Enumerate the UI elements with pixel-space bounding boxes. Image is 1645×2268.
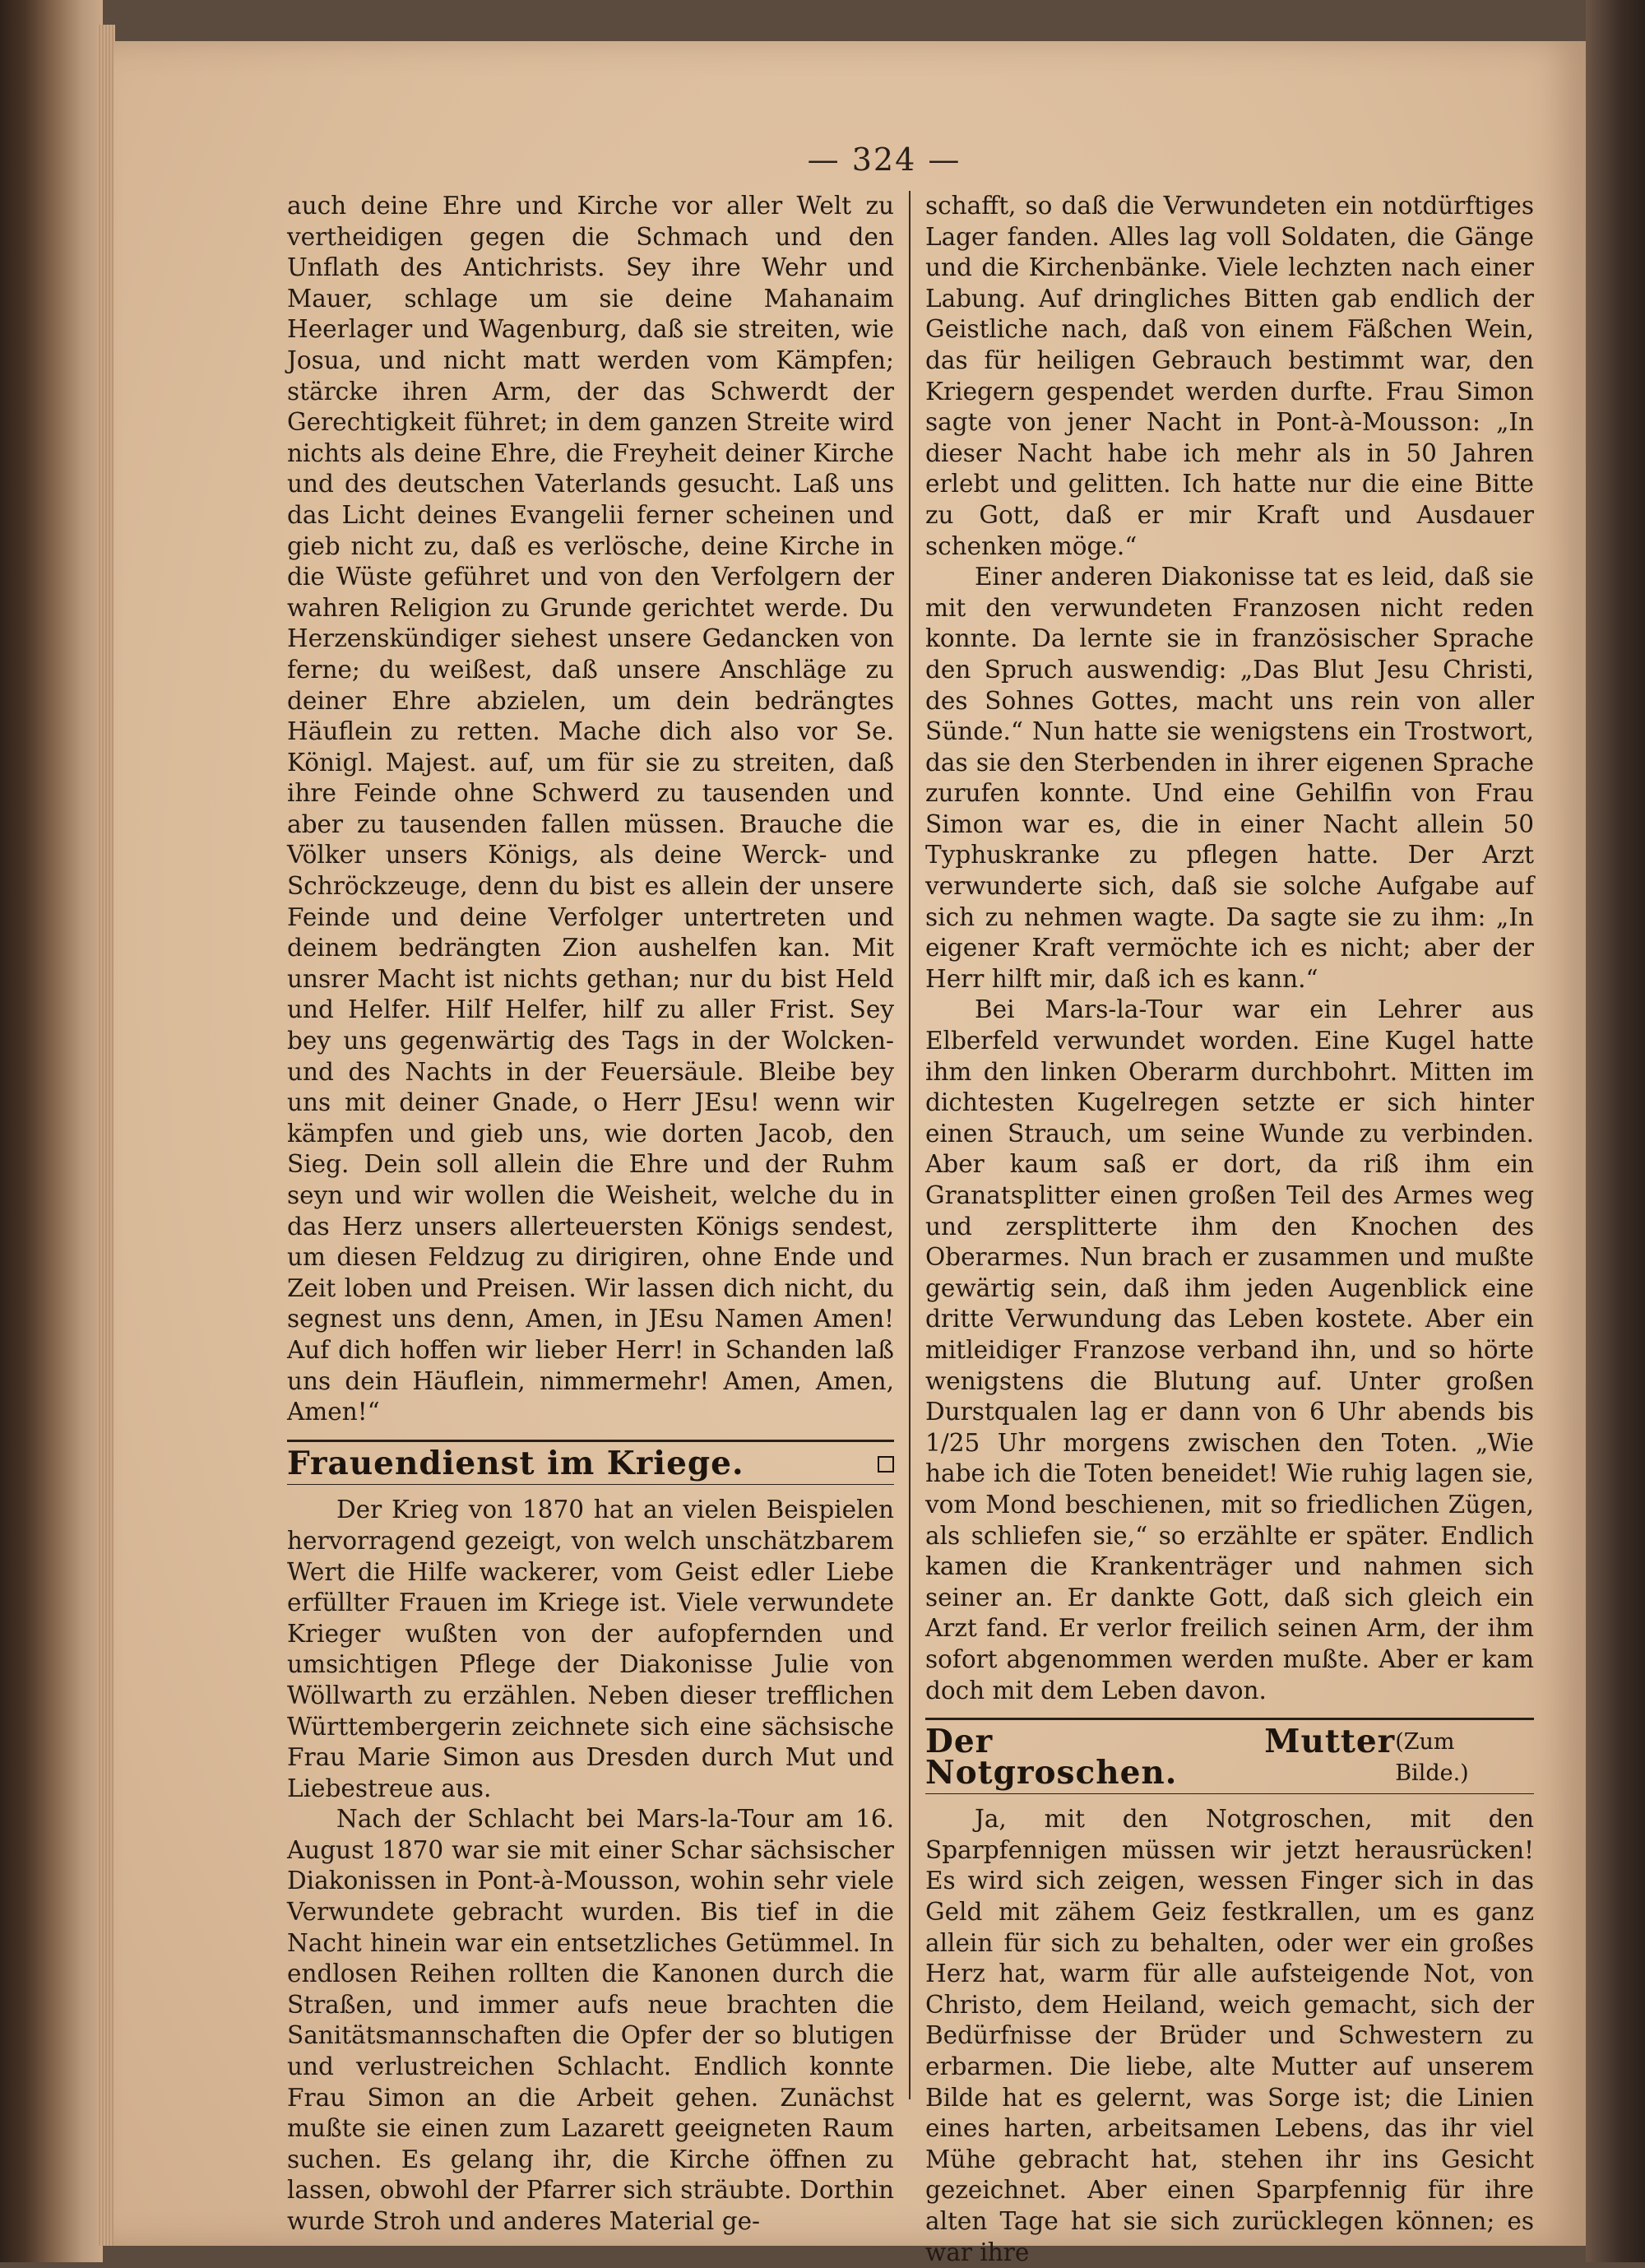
next-page-edge (1586, 0, 1645, 2262)
paragraph: Bei Mars-la-Tour war ein Lehrer aus Elberfeld verwundet worden. Eine Kugel hatte ihm den linken Oberarm durchbohrt. Mitten im dichtesten Kugelregen setzte er sich hinter einen Strauch, um seine Wunde zu verbinden. Aber kaum saß er dort, da riß ihm ein Granatsplitter einen großen Teil des Armes weg und zersplitterte ihm den Knochen des Oberarmes. Nun brach er zusammen und mußte gewärtig sein, daß ihm jeden Augenblick eine dritte Verwundung das Leben kostete. Aber ein mitleidiger Franzose verband ihn, und so hörte wenigstens die Blutung auf. Unter großen Durstqualen lag er dann von 6 Uhr abends bis 1/25 Uhr morgens zwischen den Toten. „Wie habe ich die Toten beneidet! Wie ruhig lagen sie, vom Mond beschienen, mit so friedlichen Zügen, als schliefen sie,“ so erzählte er später. Endlich kamen die Krankenträger und nahmen sich seiner an. Er dankte Gott, daß sich gleich ein Arzt fand. Er verlor freilich seinen Arm, der ihm sofort abgenommen werden mußte. Aber er kam doch mit dem Leben davon. (925, 995, 1534, 1704)
heading-title: Der Mutter Notgroschen. (925, 1723, 1396, 1792)
page-number: — 324 — (807, 141, 962, 178)
section-heading-frauendienst (287, 1440, 894, 1486)
right-column (925, 191, 1534, 2268)
section-heading-notgroschen (925, 1718, 1534, 1794)
square-ornament-icon (878, 1456, 894, 1473)
page-stack-edge (97, 25, 115, 2246)
paragraph: Nach der Schlacht bei Mars-la-Tour am 16. August 1870 war sie mit einer Schar sächsischer Diakonissen in Pont-à-Mousson, wohin sehr viele Verwundete gebracht wurden. Bis tief in die Nacht hinein war ein entsetzliches Getümmel. In endlosen Reihen rollten die Kanonen durch die Straßen, und immer aufs neue brachten die Sanitätsmannschaften die Opfer der so blutigen und verlustreichen Schlacht. Endlich konnte Frau Simon an die Arbeit gehen. Zunächst mußte sie einen zum Lazarett geeigneten Raum suchen. Es gelang ihr, die Kirche öffnen zu lassen, obwohl der Pfarrer sich sträubte. Dorthin wurde Stroh und anderes Material ge- (287, 1805, 894, 2235)
left-column (287, 191, 894, 2238)
prayer-continuation: auch deine Ehre und Kirche vor aller Welt zu vertheidigen gegen die Schmach und den Unflath des Antichrists. Sey ihre Wehr und Mauer, schlage um sie deine Mahanaim Heerlager und Wagenburg, daß sie streiten, wie Josua, und nicht matt werden vom Kämpfen; stärcke ihren Arm, der das Schwerdt der Gerechtigkeit führet; in dem ganzen Streite wird nichts als deine Ehre, die Freyheit deiner Kirche und des deutschen Vaterlands gesucht. Laß uns das Licht deines Evangelii ferner scheinen und gieb nicht zu, daß es verlösche, deine Kirche in die Wüste geführet und von den Verfolgern der wahren Religion zu Grunde gerichtet werde. Du Herzenskündiger siehest unsere Gedancken von ferne; du weißest, daß unsere Anschläge zu deiner Ehre abzielen, um dein bedrängtes Häuflein zu retten. Mache dich also vor Se. Königl. Majest. auf, um für sie zu streiten, daß ihre Feinde ohne Schwerd zu tausenden und aber zu tausenden fallen müssen. Brauche die Völker unsers Königs, als deine Werck- und Schröckzeuge, denn du bist es allein der unsere Feinde und deine Verfolger untertreten und deinem bedrängten Zion aushelfen kan. Mit unsrer Macht ist nichts gethan; nur du bist Held und Helfer. Hilf Helfer, hilf zu aller Frist. Sey bey uns gegenwärtig des Tags in der Wolcken- und des Nachts in der Feuersäule. Bleibe bey uns mit deiner Gnade, o Herr JEsu! wenn wir kämpfen und gieb uns, wie dorten Jacob, den Sieg. Dein soll allein die Ehre und der Ruhm seyn und wir wollen die Weisheit, welche du in das Herz unsers allerteuersten Königs sendest, um diesen Feldzug zu dirigiren, ohne Ende und Zeit loben und Preisen. Wir lassen dich nicht, du segnest uns denn, Amen, in JEsu Namen Amen! Auf dich hoffen wir lieber Herr! in Schanden laß uns dein Häuflein, nimmermehr! Amen, Amen, Amen!“ (287, 192, 894, 1426)
paragraph: Ja, mit den Notgroschen, mit den Sparpfennigen müssen wir jetzt herausrücken! Es wird sich zeigen, wessen Finger sich in das Geld mit zähem Geiz festkrallen, um es ganz allein für sich zu behalten, oder wer ein großes Herz hat, warm für alle aufsteigende Not, von Christo, dem Heiland, weich gemacht, sich der Bedürfnisse der Brüder und Schwestern zu erbarmen. Die liebe, alte Mutter auf unserem Bilde hat es gelernt, was Sorge ist; die Linien eines harten, arbeitsamen Lebens, das ihr viel Mühe gebracht hat, stehen ihr ins Gesicht gezeichnet. Aber einen Sparpfennig für ihre alten Tage hat sie sich zurücklegen können; es war ihre (925, 1805, 1534, 2266)
story-continuation: schafft, so daß die Verwundeten ein notdürftiges Lager fanden. Alles lag voll Soldaten, die Gänge und die Kirchenbänke. Viele lechzten nach einer Labung. Auf dringliches Bitten gab endlich der Geistliche nach, daß von einem Fäßchen Wein, das für heiligen Gebrauch bestimmt war, den Kriegern gespendet werden durfte. Frau Simon sagte von jener Nacht in Pont-à-Mousson: „In dieser Nacht habe ich mehr als in 50 Jahren erlebt und gelitten. Ich hatte nur die eine Bitte zu Gott, daß er mir Kraft und Ausdauer schenken möge.“ (925, 192, 1534, 560)
heading-note: (Zum Bilde.) (1395, 1729, 1469, 1786)
column-divider (909, 191, 911, 2099)
paragraph: Der Krieg von 1870 hat an vielen Beispielen hervorragend gezeigt, von welch unschätzbarem Wert die Hilfe wackerer, vom Geist edler Liebe erfüllter Frauen im Kriege ist. Viele verwundete Krieger wußten von der aufopfernden und umsichtigen Pflege der Diakonisse Julie von Wöllwarth zu erzählen. Neben dieser trefflichen Württembergerin zeichnete sich eine sächsische Frau Marie Simon aus Dresden durch Mut und Liebestreue aus. (287, 1496, 894, 1802)
book-binding-edge (0, 0, 103, 2262)
paragraph: Einer anderen Diakonisse tat es leid, daß sie mit den verwundeten Franzosen nicht reden konnte. Da lernte sie in französischer Sprache den Spruch auswendig: „Das Blut Jesu Christi, des Sohnes Gottes, macht uns rein von aller Sünde.“ Nun hatte sie wenigstens ein Trostwort, das sie den Sterbenden in ihrer eigenen Sprache zurufen konnte. Und eine Gehilfin von Frau Simon war es, die in einer Nacht allein 50 Typhuskranke zu pflegen hatte. Der Arzt verwunderte sich, daß sie solche Aufgabe auf sich zu nehmen wagte. Da sagte sie zu ihm: „In eigener Kraft vermöchte ich es nicht; aber der Herr hilft mir, daß ich es kann.“ (925, 563, 1534, 993)
heading-title: Frauendienst im Kriege. (287, 1444, 744, 1482)
